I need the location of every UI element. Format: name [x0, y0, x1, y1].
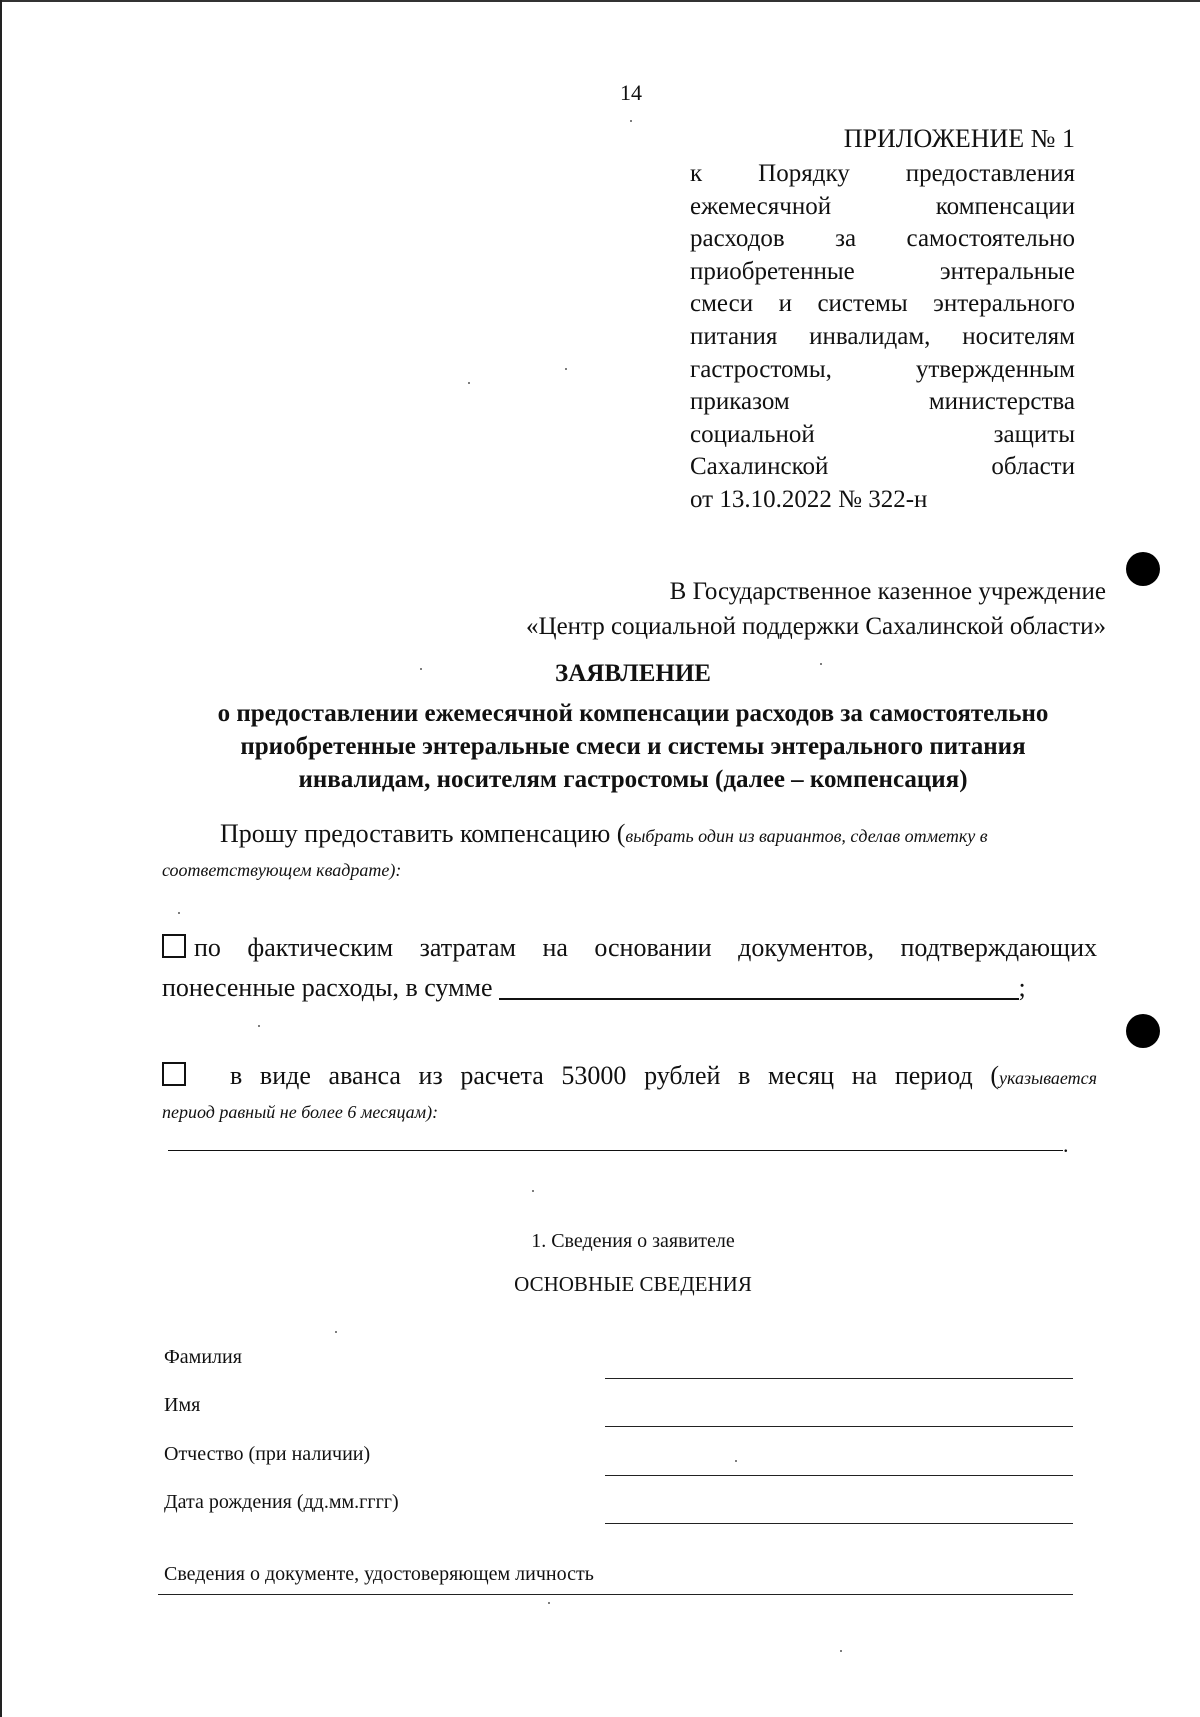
option1-checkbox[interactable]: [162, 934, 186, 958]
option1-text: по фактическим затратам на основании документов, подтверждающих: [194, 933, 1097, 962]
appendix-line: социальной защиты: [690, 420, 1075, 448]
addressee-line: В Государственное казенное учреждение: [669, 578, 1106, 605]
option2-text: в виде аванса из расчета 53000 рублей в месяц на период (: [230, 1061, 1000, 1090]
scan-speck: [548, 1602, 550, 1604]
appendix-line: гастростомы, утвержденным: [690, 355, 1075, 383]
scan-speck: [258, 1025, 260, 1027]
request-paragraph: [162, 818, 1092, 886]
option1-row: [162, 928, 1097, 968]
appendix-reference: [690, 158, 1075, 517]
appendix-line: смеси и системы энтерального: [690, 290, 1075, 318]
option2-row: [162, 1056, 1097, 1098]
appendix-line: ежемесячной компенсации: [690, 192, 1075, 220]
patronymic-field[interactable]: [605, 1475, 1073, 1476]
appendix-line: расходов за самостоятельно: [690, 225, 1075, 253]
scan-speck: [565, 368, 567, 370]
option2-checkbox[interactable]: [162, 1062, 186, 1086]
birth-date-field[interactable]: [605, 1523, 1073, 1524]
option1-text-2: понесенные расходы, в сумме: [162, 973, 493, 1002]
patronymic-label: Отчество (при наличии): [164, 1443, 371, 1465]
appendix-line: от 13.10.2022 № 322-н: [690, 485, 928, 513]
scan-speck: [735, 1460, 737, 1462]
option-advance: [162, 1056, 1097, 1126]
scan-speck: [468, 382, 470, 384]
document-subtitle: [150, 697, 1116, 796]
page-number: 14: [620, 80, 642, 105]
addressee-block: [300, 574, 1106, 644]
scan-speck: [532, 1190, 534, 1192]
appendix-line: питания инвалидам, носителям: [690, 322, 1075, 350]
option1-end: ;: [1018, 973, 1026, 1002]
surname-field[interactable]: [605, 1378, 1073, 1379]
section-heading: 1. Сведения о заявителе: [531, 1230, 735, 1252]
request-hint: выбрать один из вариантов, сделав отметку в соответствующем квадрате):: [162, 826, 988, 880]
name-field[interactable]: [605, 1426, 1073, 1427]
appendix-title: ПРИЛОЖЕНИЕ № 1: [843, 124, 1075, 153]
option2-hint-2: период равный не более 6 месяцам):: [162, 1102, 439, 1122]
period-input-line[interactable]: [168, 1150, 1063, 1151]
punch-hole-icon: [1126, 1014, 1160, 1048]
addressee-line: «Центр социальной поддержки Сахалинской области»: [526, 613, 1106, 640]
option-actual-costs: [162, 928, 1097, 1008]
section-subheading: ОСНОВНЫЕ СВЕДЕНИЯ: [514, 1272, 752, 1296]
request-text: Прошу предоставить компенсацию (: [220, 819, 626, 848]
name-label: Имя: [164, 1394, 201, 1416]
surname-label: Фамилия: [164, 1346, 242, 1368]
scan-speck: [335, 1331, 337, 1333]
punch-hole-icon: [1126, 552, 1160, 586]
scan-edge-left: [0, 0, 2, 1717]
appendix-line: приказом министерства: [690, 388, 1075, 416]
appendix-line: приобретенные энтеральные: [690, 257, 1075, 285]
identity-document-field[interactable]: [158, 1594, 1073, 1595]
scan-edge-top: [0, 0, 1200, 2]
scan-speck: [840, 1650, 842, 1652]
option2-hint: указывается: [999, 1068, 1097, 1088]
identity-document-label: Сведения о документе, удостоверяющем личность: [164, 1563, 594, 1585]
subtitle-line: инвалидам, носителям гастростомы (далее – компенсация): [298, 766, 968, 793]
document-title: ЗАЯВЛЕНИЕ: [555, 660, 711, 687]
scan-speck: [630, 120, 632, 122]
subtitle-line: приобретенные энтеральные смеси и системы энтерального питания: [240, 733, 1026, 760]
appendix-line: к Порядку предоставления: [690, 160, 1075, 187]
birth-date-label: Дата рождения (дд.мм.гггг): [164, 1491, 399, 1513]
period-line-end: .: [1063, 1132, 1069, 1157]
appendix-line: Сахалинской области: [690, 453, 1075, 481]
scan-speck: [178, 912, 180, 914]
amount-input-line[interactable]: [499, 972, 1019, 1000]
subtitle-line: о предоставлении ежемесячной компенсации расходов за самостоятельно: [217, 700, 1049, 727]
